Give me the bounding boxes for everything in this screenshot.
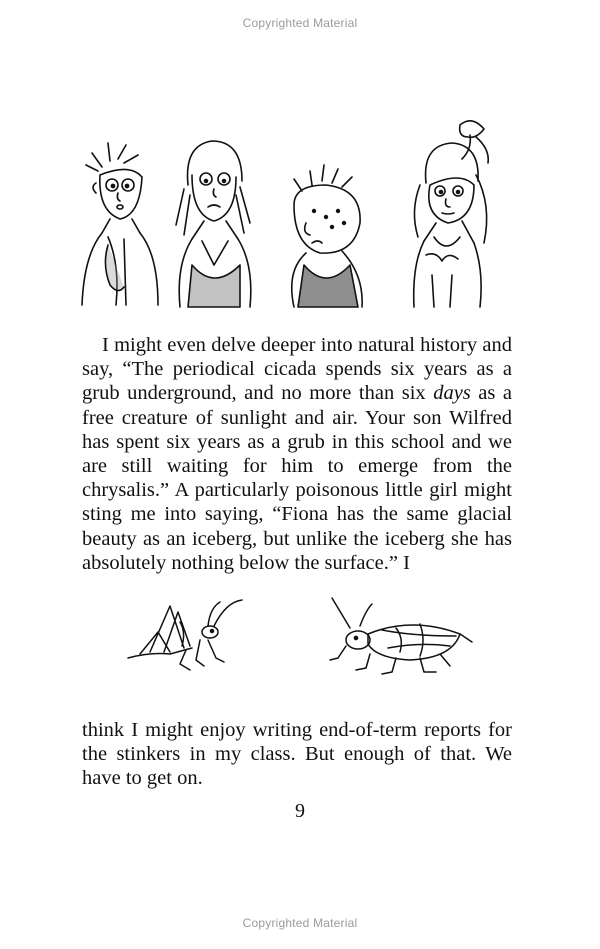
grasshopper-figure (128, 600, 242, 670)
body-paragraph-2: think I might enjoy writing end-of-term reports for the stinkers in my class. But enough of that. We have to get on. (82, 719, 512, 790)
insects-sketch-illustration (120, 592, 490, 682)
child-figure-3 (292, 165, 362, 307)
para-1-text-a: I might even delve deeper into natural history and say, “The periodical cicada spends six years as a grub underground, and no more than six (82, 334, 512, 405)
body-paragraph-1 (82, 333, 512, 575)
para-1-text-b: as a free creature of sunlight and air. Your son Wilfred has spent six years as a grub in this school and we are still waiting for him to emerge from the chrysalis.” A particularly poisonous little girl might sting me into saying, “Fiona has the same glacial beauty as an iceberg, but unlike the iceberg she has absolutely nothing below the surface.” I (82, 382, 512, 574)
page-number: 9 (295, 800, 305, 822)
child-figure-2 (176, 141, 251, 307)
child-figure-4 (414, 121, 489, 307)
copyright-watermark-bottom: Copyrighted Material (242, 916, 358, 930)
copyright-watermark-top: Copyrighted Material (242, 16, 358, 30)
children-sketch-illustration (80, 115, 520, 315)
para-1-italic-days: days (433, 382, 471, 405)
beetle-figure (330, 598, 472, 674)
child-figure-1 (82, 143, 158, 305)
